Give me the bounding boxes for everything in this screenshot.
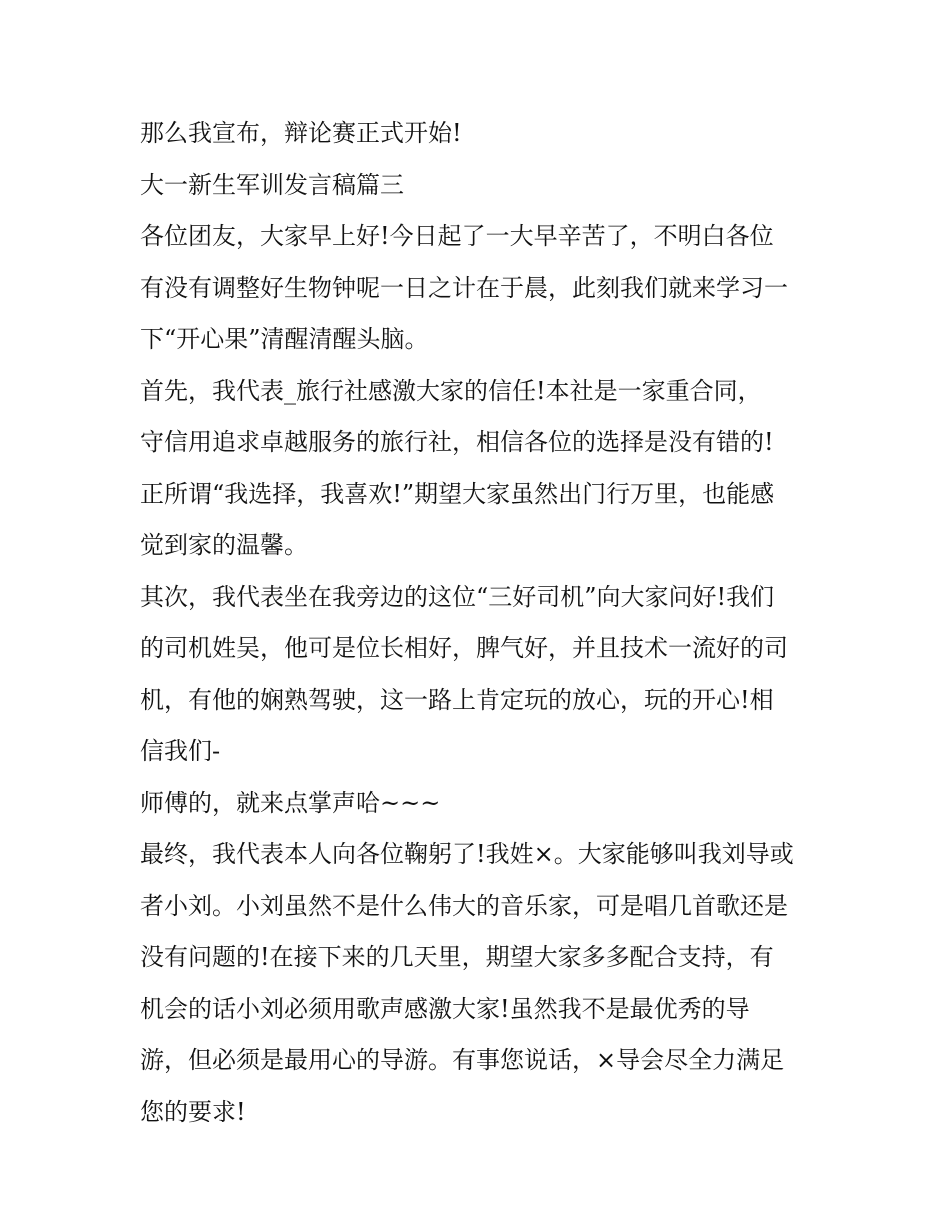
text-line: 没有问题的!在接下来的几天里，期望大家多多配合支持，有 bbox=[140, 943, 774, 971]
text-line: 的司机姓吴，他可是位长相好，脾气好，并且技术一流好的司 bbox=[140, 634, 788, 662]
text-line: 下“开心果”清醒清醒头脑。 bbox=[140, 325, 429, 353]
text-line: 机，有他的娴熟驾驶，这一路上肯定玩的放心，玩的开心!相 bbox=[140, 685, 774, 714]
text-line: 那么我宣布，辩论赛正式开始! bbox=[140, 119, 462, 147]
text-line: 首先，我代表_旅行社感激大家的信任!本社是一家重合同， bbox=[140, 376, 762, 405]
text-line: 守信用追求卓越服务的旅行社，相信各位的选择是没有错的! bbox=[140, 428, 774, 456]
text-line: 机会的话小刘必须用歌声感激大家!虽然我不是最优秀的导 bbox=[140, 994, 750, 1023]
text-line: 其次，我代表坐在我旁边的这位“三好司机”向大家问好!我们 bbox=[140, 582, 775, 611]
text-line: 信我们- bbox=[140, 737, 221, 765]
text-line: 有没有调整好生物钟呢一日之计在于晨，此刻我们就来学习一 bbox=[140, 273, 788, 302]
text-line: 师傅的，就来点掌声哈~~~ bbox=[140, 788, 441, 817]
text-line: 正所谓“我选择，我喜欢!”期望大家虽然出门行万里，也能感 bbox=[140, 479, 775, 508]
text-line: 您的要求! bbox=[140, 1097, 246, 1126]
text-line: 游，但必须是最用心的导游。有事您说话，×导会尽全力满足 bbox=[140, 1046, 785, 1074]
text-line: 觉到家的温馨。 bbox=[140, 531, 308, 559]
document-body bbox=[140, 108, 820, 1138]
section-heading: 大一新生军训发言稿篇三 bbox=[140, 170, 404, 199]
text-line: 者小刘。小刘虽然不是什么伟大的音乐家，可是唱几首歌还是 bbox=[140, 891, 788, 920]
text-line: 各位团友，大家早上好!今日起了一大早辛苦了，不明白各位 bbox=[140, 222, 774, 250]
text-line: 最终，我代表本人向各位鞠躬了!我姓×。大家能够叫我刘导或 bbox=[140, 840, 794, 868]
